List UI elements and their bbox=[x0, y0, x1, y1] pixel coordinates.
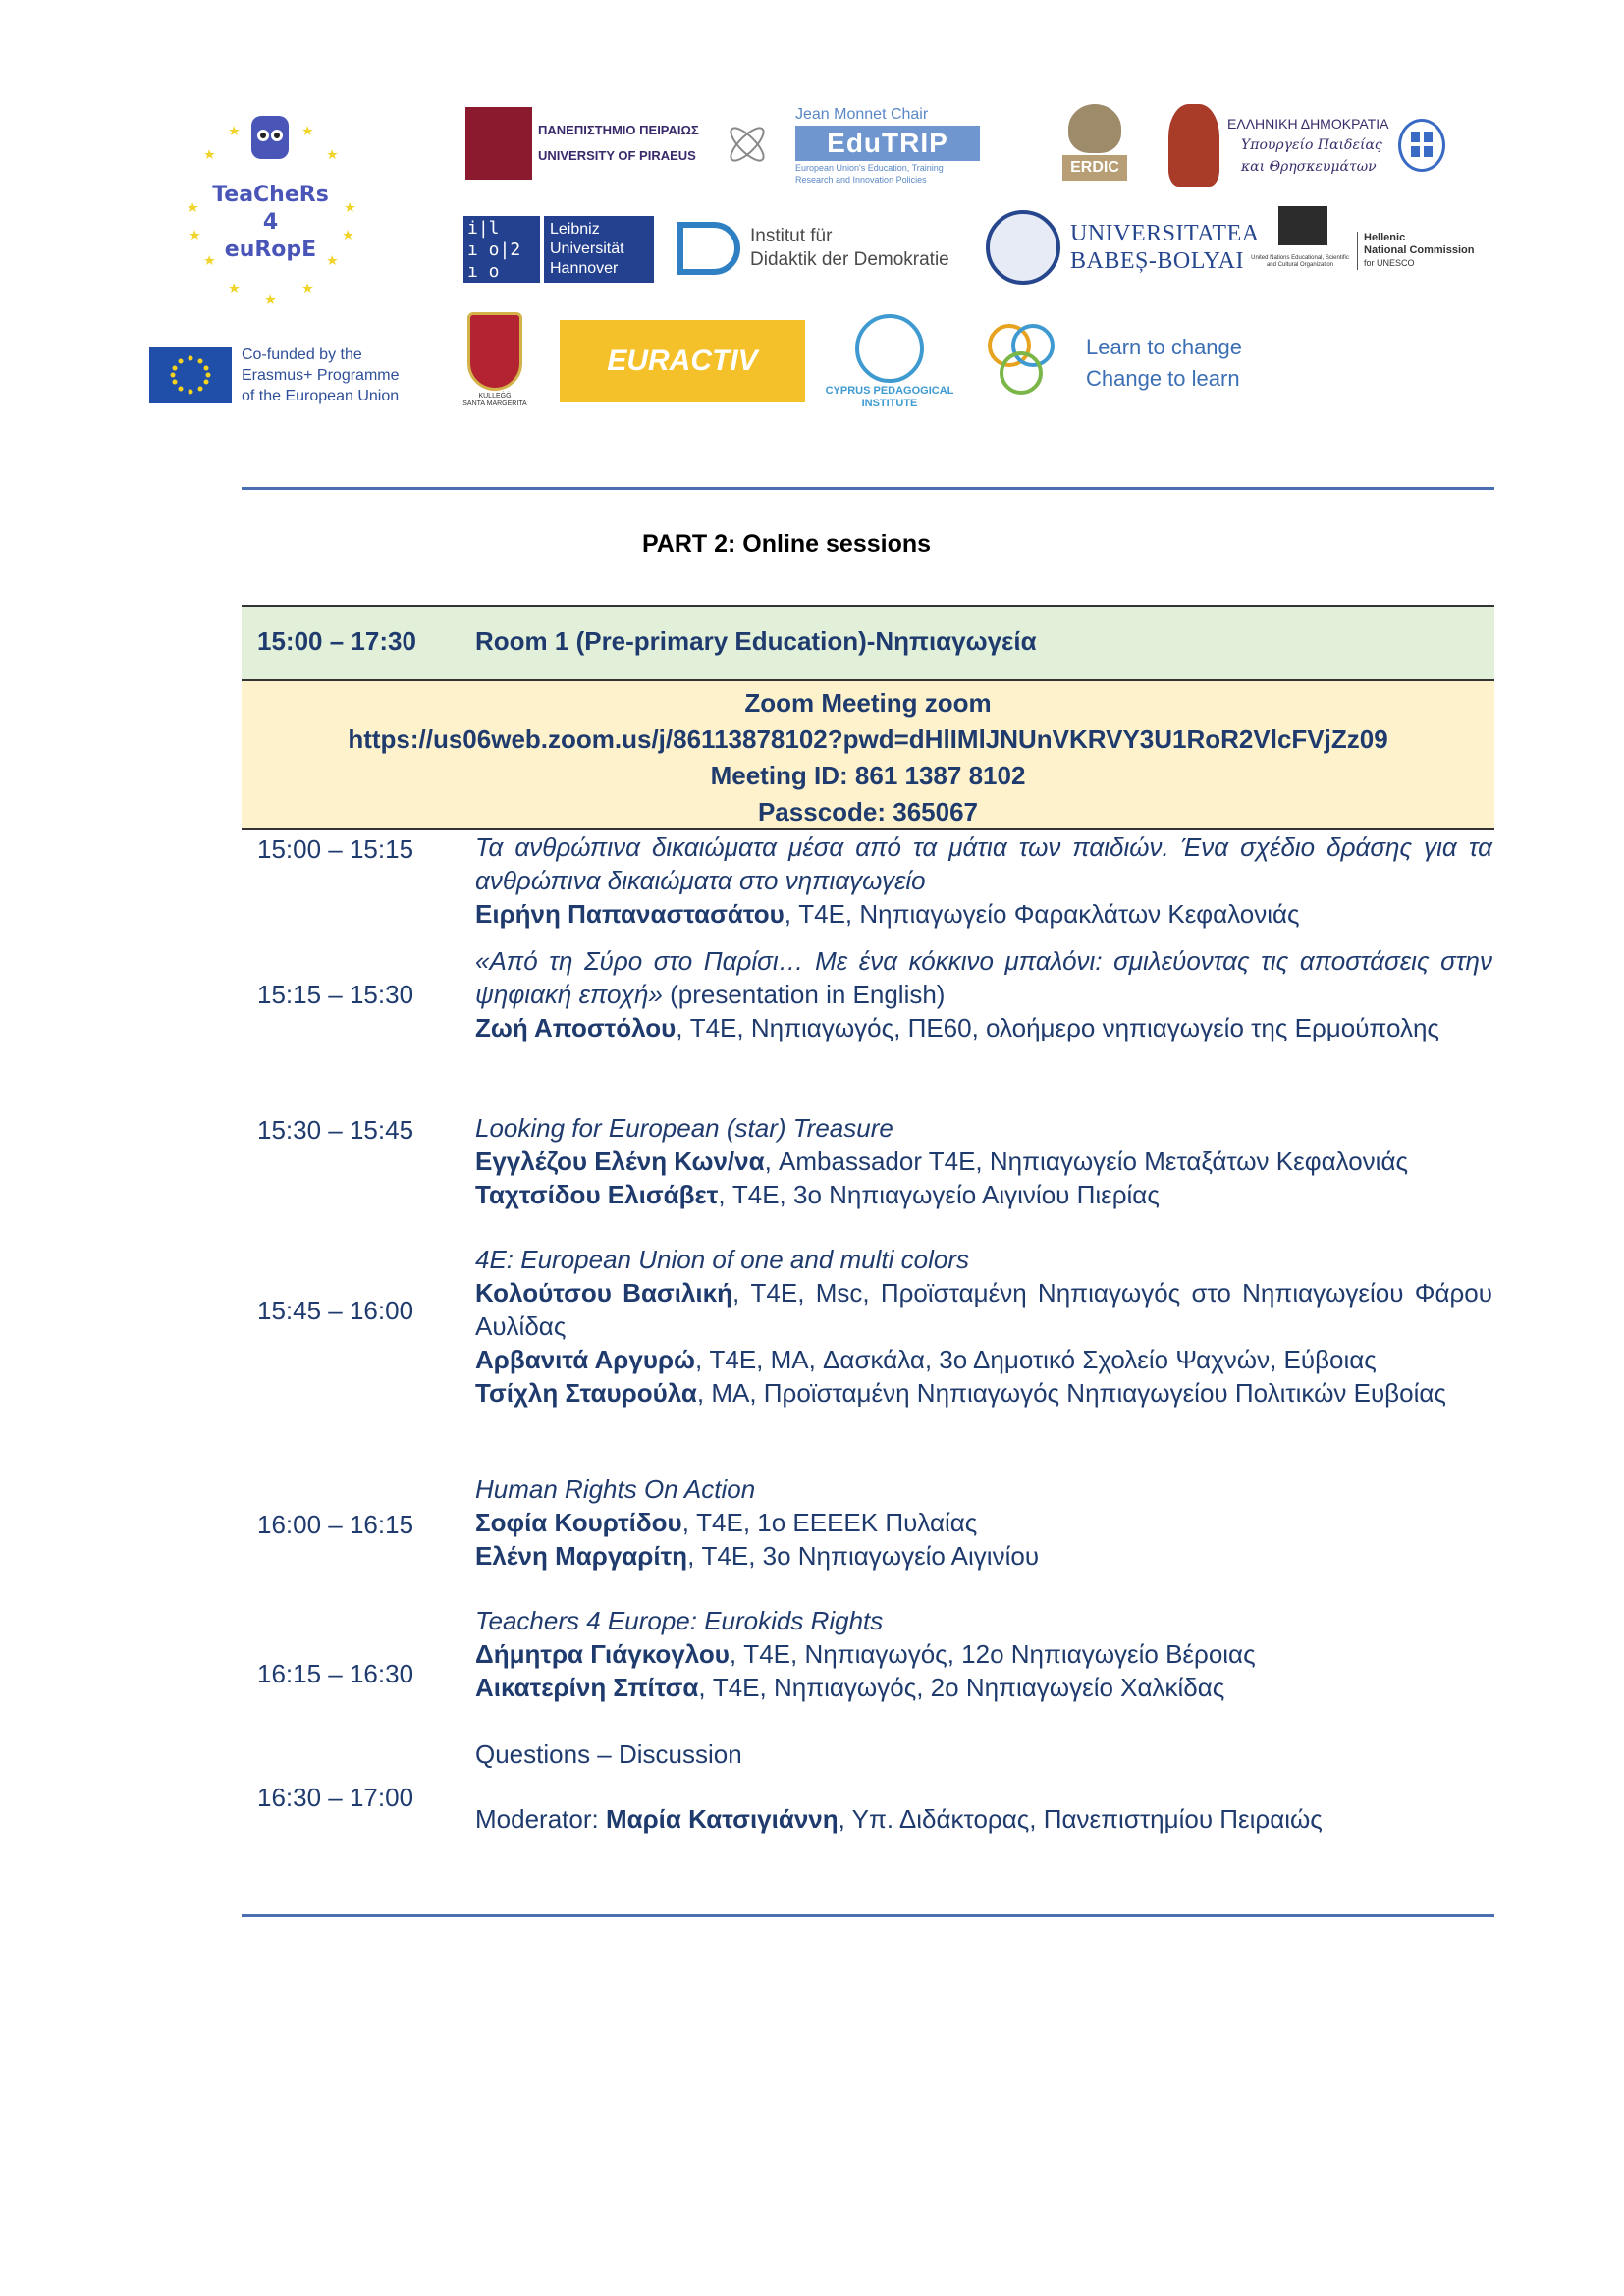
leibniz-grid-row-3: ı o o|4 bbox=[467, 261, 500, 303]
edutrip-name: EduTRIP bbox=[795, 126, 980, 161]
unesco-line-3: for UNESCO bbox=[1364, 257, 1415, 268]
session-presenter bbox=[475, 1343, 1492, 1376]
ltc-line-1: Learn to change bbox=[1086, 335, 1243, 359]
room-title: Room 1 (Pre-primary Education)-Νηπιαγωγεία bbox=[475, 626, 1037, 656]
zoom-passcode: Passcode: 365067 bbox=[757, 797, 979, 827]
top-divider bbox=[242, 487, 1494, 490]
session-time: 15:00 – 15:15 bbox=[257, 834, 414, 864]
greece-title: ΕΛΛΗΝΙΚΗ ΔΗΜΟΚΡΑΤΙΑ bbox=[1227, 116, 1389, 132]
moderator-label: Moderator: bbox=[475, 1804, 606, 1834]
session-title: Τα ανθρώπινα δικαιώματα μέσα από τα μάτια των παιδιών. Ένα σχέδιο δράσης για τα ανθρώπινα δικαιώματα στο νηπιαγωγείο bbox=[475, 832, 1492, 895]
presenter-affiliation: , T4E, Νηπιαγωγείο Φαρακλάτων Κεφαλονιάς bbox=[784, 899, 1300, 929]
cyprus-pedagogical-institute-logo bbox=[823, 310, 956, 414]
session-time: 15:45 – 16:00 bbox=[257, 1296, 414, 1325]
session-time: 16:00 – 16:15 bbox=[257, 1510, 414, 1539]
page-title bbox=[0, 530, 1624, 559]
session-time: 15:30 – 15:45 bbox=[257, 1115, 414, 1145]
session-title: «Από τη Σύρο στο Παρίσι… Με ένα κόκκινο μπαλόνι: σμιλεύοντας τις αποστάσεις στην ψηφιακή εποχή» bbox=[475, 946, 1492, 1009]
unesco-small-text: United Nations Educational, Scientific and Cultural Organization bbox=[1251, 255, 1349, 268]
greek-emblem-icon bbox=[1398, 119, 1445, 172]
owl-icon bbox=[1168, 104, 1219, 187]
hellenic-ministry-logo bbox=[1168, 102, 1475, 188]
zoom-info-block bbox=[242, 681, 1494, 830]
edutrip-logo bbox=[795, 104, 1055, 187]
presenter-name: Αικατερίνη Σπίτσα bbox=[475, 1673, 699, 1702]
didaktik-line-2: Didaktik der Demokratie bbox=[750, 249, 949, 270]
presenter-name: Εγγλέζου Ελένη Κων/να bbox=[475, 1147, 765, 1176]
presenter-name: Δήμητρα Γιάγκογλου bbox=[475, 1639, 730, 1669]
leibniz-grid-icon bbox=[463, 216, 540, 303]
greece-ministry-1: Υπουργείο Παιδείας bbox=[1241, 137, 1382, 153]
leibniz-grid-row-2: ı o|2 bbox=[467, 240, 521, 260]
session-time: 15:15 – 15:30 bbox=[257, 980, 414, 1009]
t4e-word-2: 4 bbox=[262, 210, 279, 235]
session-presenter bbox=[475, 1506, 1492, 1539]
moderator-line bbox=[475, 1802, 1492, 1836]
zoom-meeting-id: Meeting ID: 861 1387 8102 bbox=[710, 761, 1026, 790]
ltc-line-2: Change to learn bbox=[1086, 366, 1240, 391]
babes-bolyai-logo bbox=[986, 208, 1260, 287]
session-title: Human Rights On Action bbox=[475, 1474, 756, 1504]
institute-mark-icon bbox=[677, 222, 740, 275]
presenter-name: Σοφία Κουρτίδου bbox=[475, 1508, 682, 1537]
unesco-line-2: National Commission bbox=[1364, 243, 1475, 256]
didaktik-line-1: Institut für bbox=[750, 226, 833, 246]
session-presenter bbox=[475, 1637, 1492, 1671]
greece-ministry-2: και Θρησκευμάτων bbox=[1241, 159, 1377, 175]
session-presenter bbox=[475, 1671, 1492, 1704]
session-title: Looking for European (star) Treasure bbox=[475, 1113, 893, 1143]
star-circle-icon bbox=[175, 108, 366, 309]
tree-icon bbox=[1068, 104, 1121, 153]
erdic-logo bbox=[1056, 98, 1133, 187]
edutrip-sub-2: Research and Innovation Policies bbox=[795, 175, 927, 185]
presenter-affiliation: , MA, Προϊσταμένη Νηπιαγωγός Νηπιαγωγείου Πολιτικών Ευβοίας bbox=[696, 1378, 1446, 1408]
presenter-affiliation: , T4E, MA, Δασκάλα, 3ο Δημοτικό Σχολείο Ψαχνών, Εύβοιας bbox=[695, 1345, 1377, 1374]
room-time: 15:00 – 17:30 bbox=[257, 626, 416, 656]
ubb-line-2: BABEȘ-BOLYAI bbox=[1070, 248, 1244, 274]
eu-line-3: of the European Union bbox=[242, 387, 400, 404]
leibniz-line-1: Leibniz bbox=[550, 221, 600, 238]
presenter-affiliation: , T4E, 1ο ΕΕΕΕΚ Πυλαίας bbox=[681, 1508, 978, 1537]
presenter-name: Ειρήνη Παπαναστασάτου bbox=[475, 899, 785, 929]
eu-line-2: Erasmus+ Programme bbox=[242, 366, 400, 384]
presenter-affiliation: , T4E, Msc, Προϊσταμένη Νηπιαγωγός στο Νηπιαγωγείου Φάρου Αυλίδας bbox=[475, 1278, 1492, 1341]
partner-logos bbox=[0, 0, 1624, 432]
session-presenter bbox=[475, 1011, 1492, 1044]
presenter-affiliation: , T4E, Νηπιαγωγός, 2ο Νηπιαγωγείο Χαλκίδας bbox=[698, 1673, 1225, 1702]
eu-flag-icon bbox=[149, 347, 232, 403]
page-title-text: PART 2: Online sessions bbox=[641, 530, 932, 558]
university-of-piraeus-logo bbox=[465, 106, 719, 181]
bottom-divider bbox=[242, 1914, 1494, 1917]
presenter-affiliation: , T4E, 3ο Νηπιαγωγείο Αιγινίου Πιερίας bbox=[718, 1180, 1160, 1209]
session-time: 16:30 – 17:00 bbox=[257, 1783, 414, 1812]
presenter-affiliation: , T4E, Νηπιαγωγός, ΠΕ60, ολοήμερο νηπιαγωγείο της Ερμούπολης bbox=[676, 1013, 1439, 1042]
leibniz-hannover-logo bbox=[463, 214, 662, 303]
pedagogical-bird-icon bbox=[855, 314, 924, 383]
cpi-line-1: CYPRUS PEDAGOGICAL bbox=[825, 385, 954, 397]
learn-to-change-logo bbox=[982, 314, 1276, 412]
session-title: Teachers 4 Europe: Eurokids Rights bbox=[475, 1606, 884, 1635]
presenter-name: Ταχτσίδου Ελισάβετ bbox=[475, 1180, 719, 1209]
piraeus-greek: ΠΑΝΕΠΙΣΤΗΜΙΟ ΠΕΙΡΑΙΩΣ bbox=[538, 123, 699, 137]
unesco-line-1: Hellenic bbox=[1364, 231, 1406, 243]
atom-icon bbox=[723, 117, 772, 172]
leibniz-line-3: Hannover bbox=[550, 260, 619, 277]
piraeus-english: UNIVERSITY OF PIRAEUS bbox=[538, 148, 696, 163]
session-presenter bbox=[475, 1539, 1492, 1573]
presenter-name: Τσίχλη Σταυρούλα bbox=[475, 1378, 697, 1408]
session-presenter bbox=[475, 1145, 1492, 1178]
presenter-name: Ζωή Αποστόλου bbox=[475, 1013, 677, 1042]
zoom-label: Zoom Meeting zoom bbox=[744, 688, 992, 718]
presenter-name: Κολούτσου Βασιλική bbox=[475, 1278, 733, 1308]
euractiv-logo: EURACTIV bbox=[560, 320, 805, 402]
teachers4europe-logo bbox=[175, 108, 366, 309]
session-presenter bbox=[475, 897, 1492, 931]
unesco-logo bbox=[1249, 204, 1504, 296]
session-presenter bbox=[475, 1276, 1492, 1343]
presenter-name: Αρβανιτά Αργυρώ bbox=[475, 1345, 696, 1374]
moderator-affiliation: , Υπ. Διδάκτορας, Πανεπιστημίου Πειραιώς bbox=[838, 1804, 1323, 1834]
presenter-name: Ελένη Μαργαρίτη bbox=[475, 1541, 688, 1571]
leibniz-grid-row-1: i|l bbox=[467, 218, 500, 239]
presenter-affiliation: , Ambassador T4E, Νηπιαγωγείο Μεταξάτων Κεφαλονιάς bbox=[764, 1147, 1409, 1176]
research-center-logo bbox=[721, 108, 774, 181]
session-title-line bbox=[475, 944, 1492, 1011]
cpi-line-2: INSTITUTE bbox=[861, 398, 918, 409]
kulleg-line-1: KULLEĠĠ bbox=[478, 393, 512, 400]
t4e-word-3: euRopE bbox=[224, 238, 317, 262]
room-header-row bbox=[242, 605, 1494, 681]
kulleg-line-2: SANTA MARGERITA bbox=[462, 400, 527, 407]
presenter-affiliation: , T4E, 3ο Νηπιαγωγείο Αιγινίου bbox=[687, 1541, 1040, 1571]
unesco-temple-icon bbox=[1249, 206, 1351, 294]
session-presenter bbox=[475, 1376, 1492, 1410]
session-title-suffix: (presentation in English) bbox=[662, 980, 946, 1009]
session-presenter bbox=[475, 1178, 1492, 1211]
eu-line-1: Co-funded by the bbox=[242, 346, 362, 363]
session-time: 16:15 – 16:30 bbox=[257, 1659, 414, 1688]
didaktik-demokratie-logo bbox=[677, 216, 982, 281]
presenter-affiliation: , T4E, Νηπιαγωγός, 12ο Νηπιαγωγείο Βέροιας bbox=[729, 1639, 1256, 1669]
edutrip-sub-1: European Union's Education, Training bbox=[795, 163, 944, 173]
moderator-name: Μαρία Κατσιγιάννη bbox=[605, 1804, 839, 1834]
discussion-label: Questions – Discussion bbox=[475, 1739, 742, 1769]
t4e-word-1: TeaCheRs bbox=[212, 183, 329, 207]
school-crest-icon bbox=[467, 312, 522, 391]
piraeus-crest-icon bbox=[465, 107, 532, 180]
session-title: 4E: European Union of one and multi colors bbox=[475, 1245, 969, 1274]
erasmus-cofunded-logo bbox=[149, 344, 424, 406]
zoom-link[interactable]: https://us06web.zoom.us/j/86113878102?pwd=dHlIMlJNUnVKRVY3U1RoR2VlcFVjZz09 bbox=[348, 724, 1388, 754]
edutrip-chair: Jean Monnet Chair bbox=[795, 106, 929, 123]
erdic-name: ERDIC bbox=[1062, 155, 1127, 181]
ubb-line-1: UNIVERSITATEA bbox=[1070, 221, 1260, 246]
university-seal-icon bbox=[986, 210, 1060, 285]
kulleg-santa-margerita-logo bbox=[461, 308, 528, 412]
leibniz-line-2: Universität bbox=[550, 240, 624, 257]
rings-icon bbox=[982, 318, 1072, 408]
